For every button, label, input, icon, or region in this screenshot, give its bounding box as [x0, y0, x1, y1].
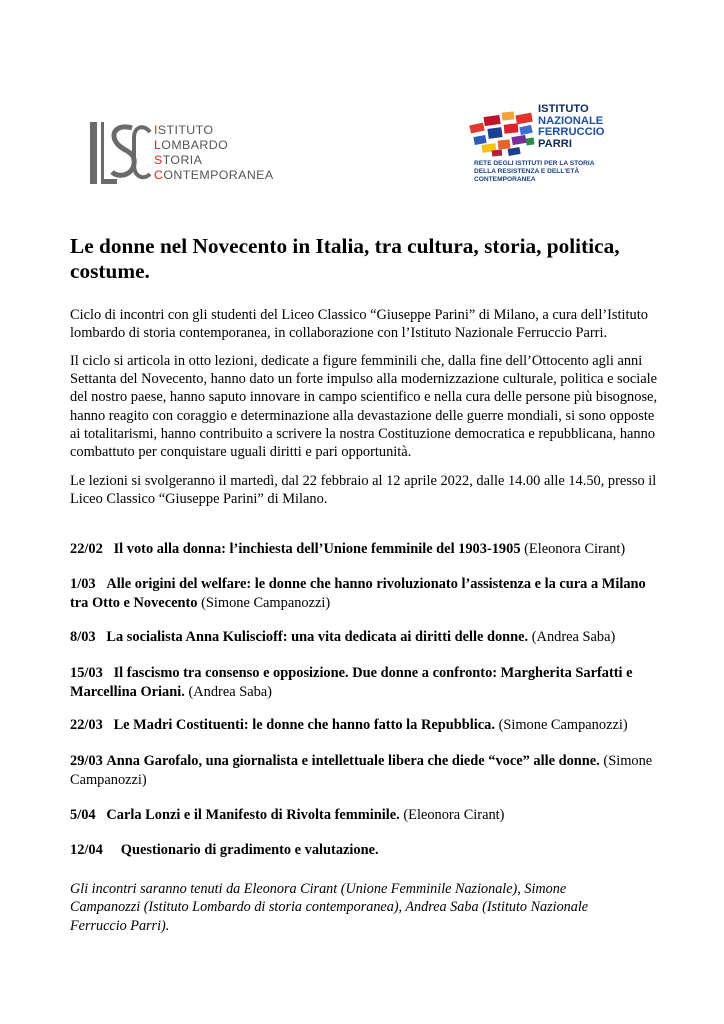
- intro-paragraph: Ciclo di incontri con gli studenti del Liceo Classico “Giuseppe Parini” di Milano, a cura dell’Istituto lombardo di storia contemporanea, in collaborazione con l’Istituto Nazionale Ferruccio Parri.: [70, 307, 648, 342]
- lesson-speaker: (Andrea Saba): [188, 684, 272, 700]
- lesson-speaker: (Eleonora Cirant): [524, 541, 626, 557]
- ilsc-line-4: CONTEMPORANEA: [154, 168, 274, 182]
- lesson-item: [70, 575, 660, 613]
- lesson-speaker: (Andrea Saba): [531, 629, 616, 645]
- ilsc-line-2: LOMBARDO: [154, 138, 229, 152]
- lesson-title: La socialista Anna Kuliscioff: una vita dedicata ai diritti delle donne.: [106, 629, 529, 645]
- ilsc-logo-text: [154, 123, 274, 183]
- document-title: Le donne nel Novecento in Italia, tra cultura, storia, politica, costume.: [70, 234, 620, 283]
- parri-sub-line-3: CONTEMPORANEA: [474, 176, 536, 183]
- lesson-speaker: (Eleonora Cirant): [403, 807, 505, 823]
- lesson-item: [70, 664, 660, 702]
- lesson-speaker: (Simone Campanozzi): [498, 717, 628, 733]
- lesson-date: 22/03: [70, 717, 103, 733]
- parri-logo-subtitle: [474, 160, 595, 184]
- lesson-speaker: (Simone Campanozzi): [201, 595, 331, 611]
- lesson-date: 22/02: [70, 541, 103, 557]
- ilsc-logo-mark: [88, 118, 152, 188]
- lesson-item: [70, 752, 660, 790]
- lesson-item: [70, 540, 660, 559]
- lesson-date: 5/04: [70, 807, 96, 823]
- lesson-title: Anna Garofalo, una giornalista e intellettuale libera che diede “voce” alle donne.: [106, 753, 600, 769]
- description-paragraph: Il ciclo si articola in otto lezioni, dedicate a figure femminili che, dalla fine dell’Ottocento agli anni Settanta del Novecento, hanno dato un forte impulso alla modernizzazione culturale, politica e sociale del nostro paese, hanno saputo innovare in campo scientifico e nella cura delle persone più bisognose, hanno reagito con coraggio e determinazione alla devastazione delle guerre mondiali, si sono opposte ai totalitarismi, hanno contribuito a scrivere la nostra Costituzione democratica e repubblicana, hanno combattuto per conquistare uguali diritti e pari opportunità.: [70, 353, 658, 461]
- parri-logo-name: [538, 104, 605, 150]
- parri-name-line-3: FERRUCCIO: [538, 126, 605, 138]
- parri-name-line-1: ISTITUTO: [538, 103, 589, 115]
- lesson-title: Questionario di gradimento e valutazione.: [120, 842, 379, 858]
- ilsc-line-1: ISTITUTO: [154, 123, 214, 137]
- lesson-date: 29/03: [70, 753, 103, 769]
- parri-name-line-2: NAZIONALE: [538, 114, 604, 127]
- lesson-title: Le Madri Costituenti: le donne che hanno fatto la Repubblica.: [113, 717, 495, 733]
- lesson-item: [70, 628, 660, 647]
- lesson-item: [70, 841, 660, 860]
- lesson-date: 1/03: [70, 576, 96, 592]
- credits-note: Gli incontri saranno tenuti da Eleonora Cirant (Unione Femminile Nazionale), Simone Campanozzi (Istituto Lombardo di storia contemporanea), Andrea Saba (Istituto Nazionale Ferruccio Parri).: [70, 881, 589, 934]
- lesson-speaker: (Simone Campanozzi): [70, 753, 653, 788]
- lesson-title: Carla Lonzi e il Manifesto di Rivolta femminile.: [106, 807, 400, 823]
- ilsc-logo: [88, 118, 278, 190]
- parri-sub-line-1: RETE DEGLI ISTITUTI PER LA STORIA: [474, 160, 595, 167]
- lesson-item: [70, 806, 660, 825]
- lesson-item: [70, 716, 660, 735]
- schedule-paragraph: Le lezioni si svolgeranno il martedì, dal 22 febbraio al 12 aprile 2022, dalle 14.00 alle 14.50, presso il Liceo Classico “Giuseppe Parini” di Milano.: [70, 473, 657, 508]
- ilsc-line-3: STORIA: [154, 153, 203, 167]
- lesson-date: 8/03: [70, 629, 96, 645]
- lesson-title: Il fascismo tra consenso e opposizione. Due donne a confronto: Margherita Sarfatti e Marcellina Oriani.: [70, 665, 633, 700]
- parri-logo-mark: [468, 110, 536, 158]
- lesson-date: 12/04: [70, 842, 103, 858]
- lesson-title: Il voto alla donna: l’inchiesta dell’Unione femminile del 1903-1905: [113, 541, 521, 557]
- parri-logo: [468, 104, 630, 184]
- lesson-date: 15/03: [70, 665, 103, 681]
- parri-name-line-4: PARRI: [538, 137, 572, 150]
- lesson-title: Alle origini del welfare: le donne che hanno rivoluzionato l’assistenza e la cura a Milano tra Otto e Novecento: [70, 576, 646, 611]
- parri-sub-line-2: DELLA RESISTENZA E DELL'ETÀ: [474, 168, 580, 175]
